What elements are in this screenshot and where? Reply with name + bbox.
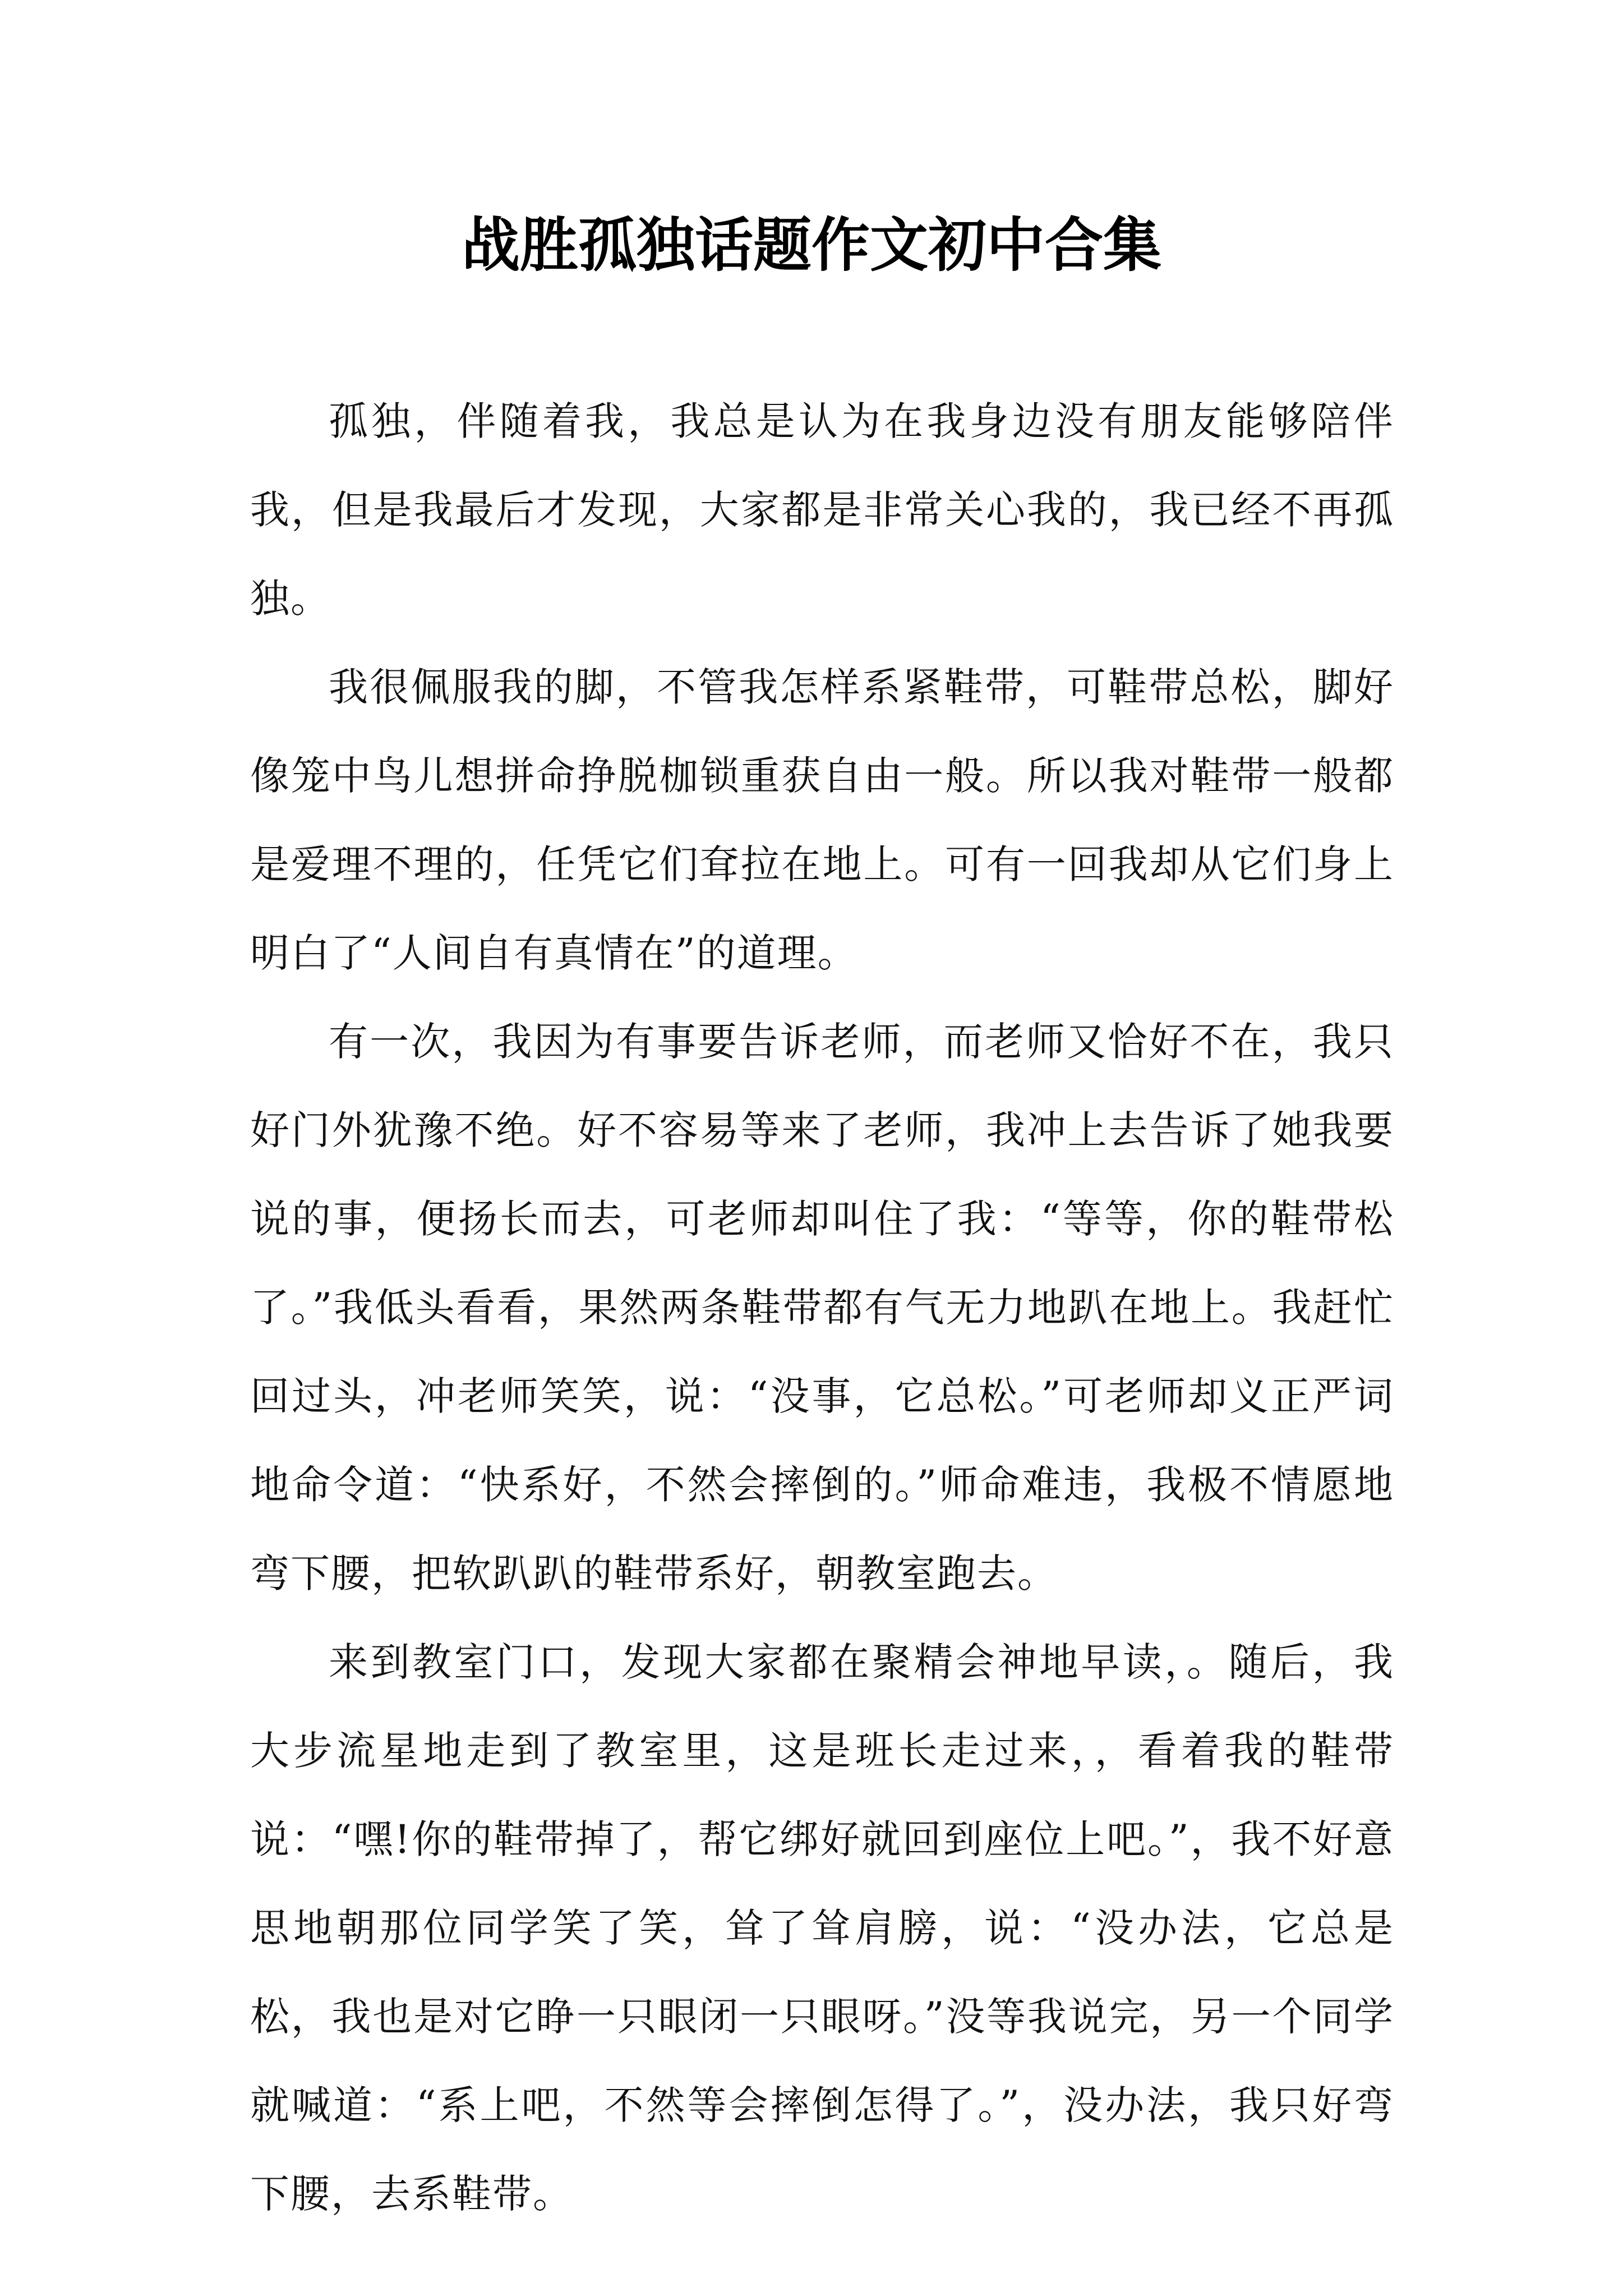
paragraph: 孤独，伴随着我，我总是认为在我身边没有朋友能够陪伴我，但是我最后才发现，大家都是非常关心我的，我已经不再孤独。 xyxy=(250,398,1394,622)
document-body xyxy=(250,377,1394,2238)
paragraph: 我很佩服我的脚，不管我怎样系紧鞋带，可鞋带总松，脚好像笼中鸟儿想拼命挣脱枷锁重获自由一般。所以我对鞋带一般都是爱理不理的，任凭它们耷拉在地上。可有一回我却从它们身上明白了“人间自有真情在”的道理。 xyxy=(250,664,1394,976)
paragraph: 来到教室门口，发现大家都在聚精会神地早读，。随后，我大步流星地走到了教室里，这是班长走过来，，看着我的鞋带说：“嘿!你的鞋带掉了，帮它绑好就回到座位上吧。”，我不好意思地朝那位同学笑了笑，耸了耸肩膀，说：“没办法，它总是松，我也是对它睁一只眼闭一只眼呀。”没等我说完，另一个同学就喊道：“系上吧，不然等会摔倒怎得了。”，没办法，我只好弯下腰，去系鞋带。 xyxy=(250,1639,1394,2217)
document-title: 战胜孤独话题作文初中合集 xyxy=(461,210,1161,279)
paragraph: 有一次，我因为有事要告诉老师，而老师又恰好不在，我只好门外犹豫不绝。好不容易等来了老师，我冲上去告诉了她我要说的事，便扬长而去，可老师却叫住了我：“等等，你的鞋带松了。”我低头看看，果然两条鞋带都有气无力地趴在地上。我赶忙回过头，冲老师笑笑，说：“没事，它总松。”可老师却义正严词地命令道：“快系好，不然会摔倒的。”师命难违，我极不情愿地弯下腰，把软趴趴的鞋带系好，朝教室跑去。 xyxy=(250,1019,1394,1596)
